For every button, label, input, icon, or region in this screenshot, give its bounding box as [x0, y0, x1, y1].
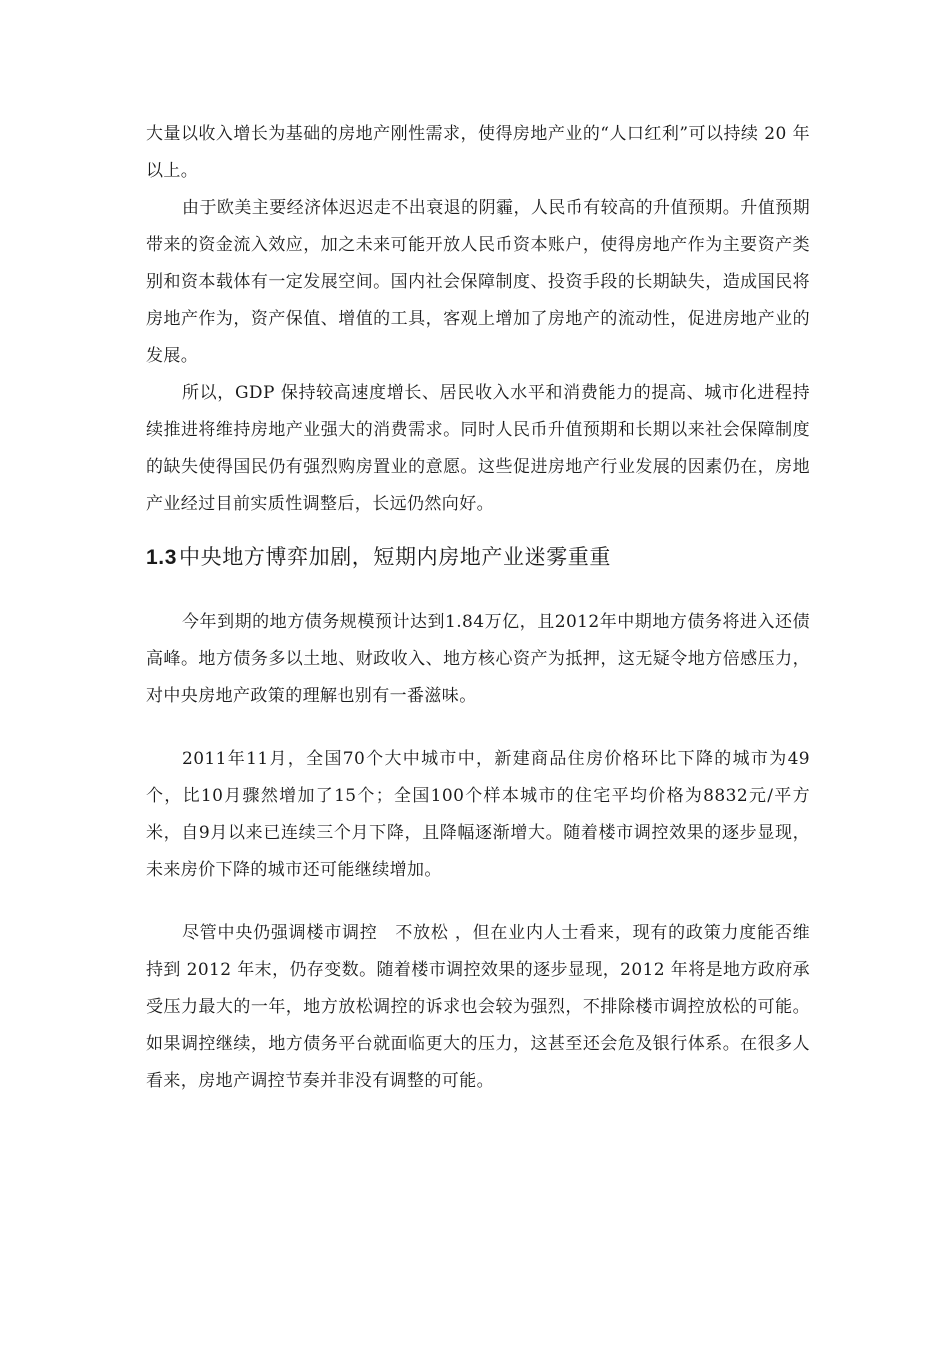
section-number: 1.3	[146, 546, 177, 569]
paragraph-conclusion: 所以，GDP 保持较高速度增长、居民收入水平和消费能力的提高、城市化进程持续推进将维持房地产业强大的消费需求。同时人民币升值预期和长期以来社会保障制度的缺失使得国民仍有强烈购房置业的意愿。这些促进房地产行业发展的因素仍在，房地产业经过目前实质性调整后，长远仍然向好。	[146, 383, 810, 514]
paragraph-continued: 大量以收入增长为基础的房地产刚性需求，使得房地产业的“人口红利”可以持续 20 年以上。	[146, 124, 810, 181]
paragraph-local-debt: 今年到期的地方债务规模预计达到1.84万亿，且2012年中期地方债务将进入还债高峰。地方债务多以土地、财政收入、地方核心资产为抵押，这无疑令地方倍感压力，对中央房地产政策的理解也别有一番滋味。	[146, 612, 810, 706]
paragraph-policy-outlook: 尽管中央仍强调楼市调控 不放松 ，但在业内人士看来，现有的政策力度能否维持到 2012 年末，仍存变数。随着楼市调控效果的逐步显现，2012 年将是地方政府承受压力最大的一年，地方放松调控的诉求也会较为强烈，不排除楼市调控放松的可能。如果调控继续，地方债务平台就面临更大的压力，这甚至还会危及银行体系。在很多人看来，房地产调控节奏并非没有调整的可能。	[146, 923, 810, 1091]
paragraph-rmb-appreciation: 由于欧美主要经济体迟迟走不出衰退的阴霾，人民币有较高的升值预期。升值预期带来的资金流入效应，加之未来可能开放人民币资本账户，使得房地产作为主要资产类别和资本载体有一定发展空间。国内社会保障制度、投资手段的长期缺失，造成国民将房地产作为，资产保值、增值的工具，客观上增加了房地产的流动性，促进房地产业的发展。	[146, 198, 810, 366]
section-heading	[146, 541, 810, 574]
section-title: 中央地方博弈加剧，短期内房地产业迷雾重重	[179, 545, 611, 569]
paragraph-price-decline: 2011年11月，全国70个大中城市中，新建商品住房价格环比下降的城市为49个，比10月骤然增加了15个；全国100个样本城市的住宅平均价格为8832元/平方米，自9月以来已连续三个月下降，且降幅逐渐增大。随着楼市调控效果的逐步显现，未来房价下降的城市还可能继续增加。	[146, 749, 810, 880]
document-page	[146, 116, 810, 1100]
